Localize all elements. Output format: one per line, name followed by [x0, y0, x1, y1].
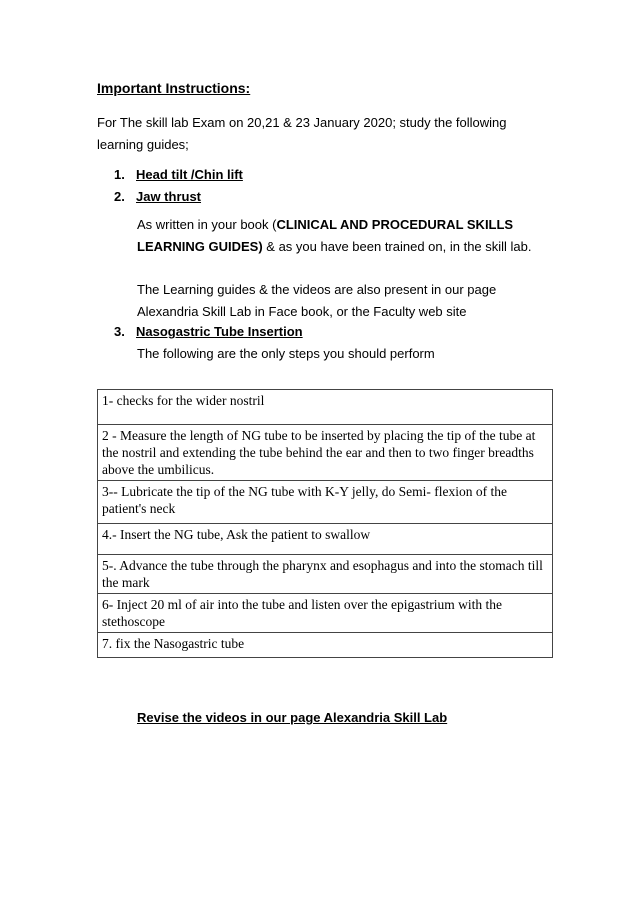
step-cell: 3-- Lubricate the tip of the NG tube with K-Y jelly, do Semi- flexion of the patient's neck	[98, 481, 553, 524]
book-title-part: LEARNING GUIDES)	[137, 239, 263, 254]
list-item	[114, 186, 554, 208]
book-note-prefix: As written in your book (	[137, 217, 277, 232]
list-label: Head tilt /Chin lift	[136, 167, 243, 182]
step-cell: 6- Inject 20 ml of air into the tube and listen over the epigastrium with the stethoscope	[98, 594, 553, 633]
book-note	[137, 214, 557, 258]
table-row	[98, 390, 553, 425]
list-item	[114, 321, 554, 343]
step-cell: 4.- Insert the NG tube, Ask the patient to swallow	[98, 524, 553, 555]
step-cell: 7. fix the Nasogastric tube	[98, 633, 553, 658]
steps-intro: The following are the only steps you should perform	[137, 346, 435, 361]
book-note-suffix: & as you have been trained on, in the skill lab.	[262, 239, 532, 254]
intro-line: learning guides;	[97, 137, 189, 152]
table-row	[98, 425, 553, 481]
revise-note: Revise the videos in our page Alexandria Skill Lab	[137, 710, 448, 725]
intro-line: For The skill lab Exam on 20,21 & 23 January 2020; study the following	[97, 115, 507, 130]
page-heading: Important Instructions:	[97, 80, 251, 96]
steps-table	[97, 389, 553, 658]
page-note	[137, 279, 557, 323]
table-row	[98, 555, 553, 594]
list-number: 3.	[114, 324, 125, 339]
list-label: Nasogastric Tube Insertion	[136, 324, 303, 339]
table-row	[98, 594, 553, 633]
book-note-line	[137, 236, 557, 258]
step-cell: 1- checks for the wider nostril	[98, 390, 553, 425]
guide-list-item3	[114, 321, 554, 343]
guide-list	[114, 164, 554, 208]
page-note-line: The Learning guides & the videos are also present in our page	[137, 282, 497, 297]
list-label: Jaw thrust	[136, 189, 202, 204]
book-note-line	[137, 214, 557, 236]
page-note-line: Alexandria Skill Lab in Face book, or the Faculty web site	[137, 304, 467, 319]
table-row	[98, 524, 553, 555]
step-cell: 5-. Advance the tube through the pharynx and esophagus and into the stomach till the mark	[98, 555, 553, 594]
table-row	[98, 633, 553, 658]
table-row	[98, 481, 553, 524]
intro-paragraph	[97, 112, 537, 156]
list-number: 1.	[114, 167, 125, 182]
step-cell: 2 - Measure the length of NG tube to be inserted by placing the tip of the tube at the nostril and extending the tube behind the ear and then to two finger breadths above the umbilicus.	[98, 425, 553, 481]
list-item	[114, 164, 554, 186]
book-title-part: CLINICAL AND PROCEDURAL SKILLS	[276, 217, 514, 232]
list-number: 2.	[114, 189, 125, 204]
